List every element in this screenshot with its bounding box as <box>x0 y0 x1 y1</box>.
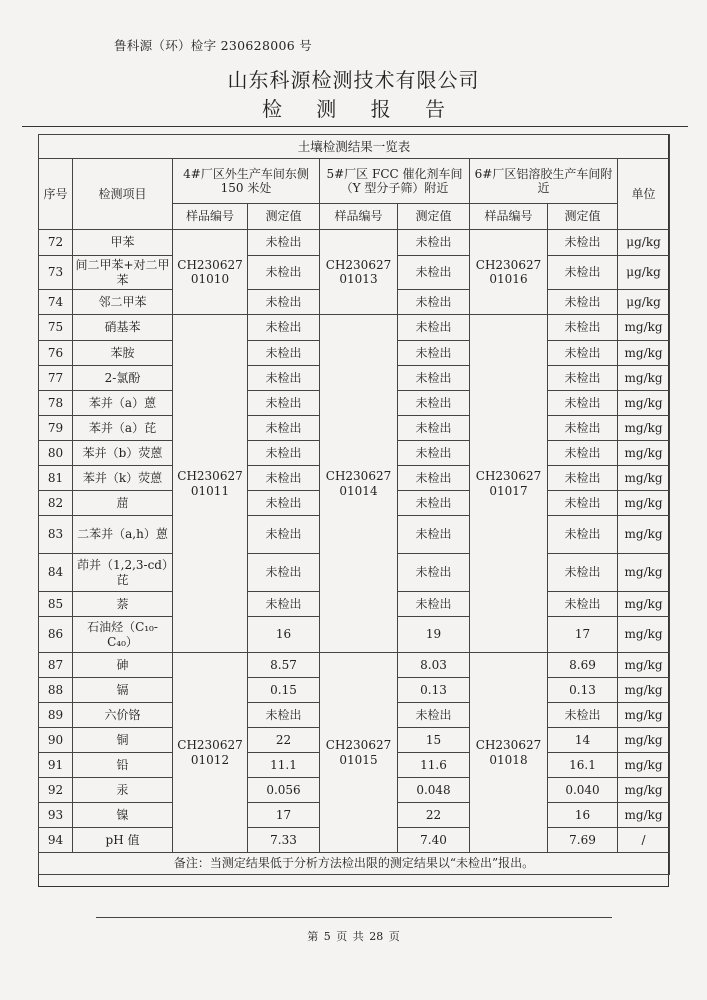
report-number: 鲁科源（环）检字 230628006 号 <box>114 38 313 53</box>
measured-value: 未检出 <box>548 491 618 516</box>
row-unit: mg/kg <box>618 753 670 778</box>
row-seq: 75 <box>39 315 73 341</box>
measured-value: 未检出 <box>248 256 320 290</box>
measured-value: 未检出 <box>548 466 618 491</box>
sample-number: CH230627 01016 <box>470 230 548 315</box>
table-note: 备注：当测定结果低于分析方法检出限的测定结果以“未检出”报出。 <box>39 853 670 875</box>
measured-value: 8.03 <box>398 653 470 678</box>
row-unit: mg/kg <box>618 703 670 728</box>
measured-value: 未检出 <box>398 366 470 391</box>
column-header-seq: 序号 <box>39 159 73 230</box>
measured-value: 未检出 <box>248 703 320 728</box>
measured-value: 未检出 <box>248 554 320 592</box>
row-unit: μg/kg <box>618 230 670 256</box>
measured-value: 22 <box>398 803 470 828</box>
column-header-sample-no: 样品编号 <box>320 204 398 230</box>
measured-value: 0.048 <box>398 778 470 803</box>
measured-value: 未检出 <box>548 290 618 315</box>
measured-value: 未检出 <box>248 341 320 366</box>
measured-value: 未检出 <box>548 703 618 728</box>
measured-value: 未检出 <box>248 491 320 516</box>
measured-value: 未检出 <box>398 491 470 516</box>
measured-value: 未检出 <box>548 256 618 290</box>
row-unit: mg/kg <box>618 366 670 391</box>
measured-value: 7.33 <box>248 828 320 853</box>
measured-value: 未检出 <box>248 230 320 256</box>
measured-value: 8.69 <box>548 653 618 678</box>
row-item: 间二甲苯+对二甲苯 <box>73 256 173 290</box>
footer-divider <box>96 917 612 918</box>
measured-value: 未检出 <box>248 391 320 416</box>
row-item: 2-氯酚 <box>73 366 173 391</box>
row-item: 砷 <box>73 653 173 678</box>
table-row <box>39 230 670 256</box>
row-unit: μg/kg <box>618 256 670 290</box>
row-item: 苯并（a）芘 <box>73 416 173 441</box>
measured-value: 未检出 <box>248 592 320 617</box>
column-header-value: 测定值 <box>398 204 470 230</box>
measured-value: 17 <box>548 617 618 653</box>
row-unit: mg/kg <box>618 416 670 441</box>
measured-value: 未检出 <box>398 554 470 592</box>
row-seq: 85 <box>39 592 73 617</box>
measured-value: 未检出 <box>398 290 470 315</box>
row-item: 铅 <box>73 753 173 778</box>
row-item: 二苯并（a,h）蒽 <box>73 516 173 554</box>
measured-value: 未检出 <box>248 516 320 554</box>
measured-value: 未检出 <box>548 592 618 617</box>
measured-value: 0.040 <box>548 778 618 803</box>
sample-number: CH230627 01012 <box>173 653 248 853</box>
row-seq: 87 <box>39 653 73 678</box>
row-seq: 93 <box>39 803 73 828</box>
measured-value: 15 <box>398 728 470 753</box>
row-unit: mg/kg <box>618 778 670 803</box>
row-unit: mg/kg <box>618 341 670 366</box>
table-caption: 土壤检测结果一览表 <box>39 135 670 159</box>
measured-value: 未检出 <box>398 391 470 416</box>
row-seq: 88 <box>39 678 73 703</box>
row-unit: mg/kg <box>618 554 670 592</box>
measured-value: 未检出 <box>398 592 470 617</box>
company-name: 山东科源检测技术有限公司 <box>227 68 480 92</box>
measured-value: 未检出 <box>548 230 618 256</box>
sample-number: CH230627 01017 <box>470 315 548 653</box>
row-unit: mg/kg <box>618 678 670 703</box>
column-header-value: 测定值 <box>548 204 618 230</box>
measured-value: 未检出 <box>248 315 320 341</box>
row-item: 邻二甲苯 <box>73 290 173 315</box>
measured-value: 未检出 <box>398 516 470 554</box>
sample-number: CH230627 01015 <box>320 653 398 853</box>
measured-value: 7.40 <box>398 828 470 853</box>
row-unit: mg/kg <box>618 391 670 416</box>
column-header-sample-no: 样品编号 <box>470 204 548 230</box>
measured-value: 未检出 <box>248 366 320 391</box>
location-header-4: 4#厂区外生产车间东侧150 米处 <box>173 159 320 204</box>
row-seq: 83 <box>39 516 73 554</box>
row-unit: mg/kg <box>618 441 670 466</box>
sample-number: CH230627 01010 <box>173 230 248 315</box>
measured-value: 未检出 <box>398 341 470 366</box>
measured-value: 11.1 <box>248 753 320 778</box>
row-seq: 90 <box>39 728 73 753</box>
column-header-item: 检测项目 <box>73 159 173 230</box>
measured-value: 未检出 <box>248 466 320 491</box>
measured-value: 未检出 <box>398 441 470 466</box>
row-seq: 77 <box>39 366 73 391</box>
measured-value: 未检出 <box>548 441 618 466</box>
row-seq: 92 <box>39 778 73 803</box>
row-seq: 73 <box>39 256 73 290</box>
location-header-6: 6#厂区铝溶胶生产车间附近 <box>470 159 618 204</box>
table-row <box>39 315 670 341</box>
measured-value: 未检出 <box>548 391 618 416</box>
row-unit: mg/kg <box>618 653 670 678</box>
row-seq: 91 <box>39 753 73 778</box>
row-item: 萘 <box>73 592 173 617</box>
column-header-sample-no: 样品编号 <box>173 204 248 230</box>
measured-value: 14 <box>548 728 618 753</box>
row-unit: mg/kg <box>618 728 670 753</box>
measured-value: 19 <box>398 617 470 653</box>
row-seq: 78 <box>39 391 73 416</box>
row-item: 苯胺 <box>73 341 173 366</box>
document-title: 检 测 报 告 <box>261 97 460 121</box>
measured-value: 未检出 <box>398 256 470 290</box>
row-item: 镉 <box>73 678 173 703</box>
measured-value: 0.056 <box>248 778 320 803</box>
measured-value: 未检出 <box>248 290 320 315</box>
row-item: 苯并（a）蒽 <box>73 391 173 416</box>
row-seq: 86 <box>39 617 73 653</box>
sample-number: CH230627 01014 <box>320 315 398 653</box>
measured-value: 7.69 <box>548 828 618 853</box>
row-unit: mg/kg <box>618 803 670 828</box>
measured-value: 未检出 <box>248 441 320 466</box>
header-divider <box>22 126 688 127</box>
measured-value: 未检出 <box>548 366 618 391</box>
measured-value: 未检出 <box>548 516 618 554</box>
measured-value: 未检出 <box>398 315 470 341</box>
row-item: 硝基苯 <box>73 315 173 341</box>
measured-value: 8.57 <box>248 653 320 678</box>
measured-value: 未检出 <box>248 416 320 441</box>
column-header-value: 测定值 <box>248 204 320 230</box>
row-unit: mg/kg <box>618 617 670 653</box>
row-item: 甲苯 <box>73 230 173 256</box>
measured-value: 0.15 <box>248 678 320 703</box>
row-unit: μg/kg <box>618 290 670 315</box>
measured-value: 17 <box>248 803 320 828</box>
row-unit: mg/kg <box>618 516 670 554</box>
row-seq: 80 <box>39 441 73 466</box>
row-unit: mg/kg <box>618 315 670 341</box>
sample-number: CH230627 01013 <box>320 230 398 315</box>
row-item: 六价铬 <box>73 703 173 728</box>
measured-value: 16 <box>548 803 618 828</box>
row-seq: 74 <box>39 290 73 315</box>
row-unit: / <box>618 828 670 853</box>
location-header-5: 5#厂区 FCC 催化剂车间（Y 型分子筛）附近 <box>320 159 470 204</box>
measured-value: 22 <box>248 728 320 753</box>
row-item: 汞 <box>73 778 173 803</box>
measured-value: 未检出 <box>548 341 618 366</box>
column-header-unit: 单位 <box>618 159 670 230</box>
measured-value: 未检出 <box>398 230 470 256</box>
row-seq: 89 <box>39 703 73 728</box>
row-item: 石油烃（C₁₀-C₄₀） <box>73 617 173 653</box>
row-item: 苯并（b）荧蒽 <box>73 441 173 466</box>
row-seq: 84 <box>39 554 73 592</box>
measured-value: 0.13 <box>398 678 470 703</box>
sample-number: CH230627 01018 <box>470 653 548 853</box>
measured-value: 未检出 <box>398 703 470 728</box>
measured-value: 16.1 <box>548 753 618 778</box>
measured-value: 未检出 <box>398 466 470 491</box>
row-seq: 72 <box>39 230 73 256</box>
row-item: 铜 <box>73 728 173 753</box>
measured-value: 16 <box>248 617 320 653</box>
measured-value: 未检出 <box>548 416 618 441</box>
row-unit: mg/kg <box>618 466 670 491</box>
row-item: pH 值 <box>73 828 173 853</box>
measured-value: 未检出 <box>548 315 618 341</box>
row-item: 䓛 <box>73 491 173 516</box>
row-seq: 79 <box>39 416 73 441</box>
measured-value: 未检出 <box>398 416 470 441</box>
soil-results-table <box>38 134 670 875</box>
row-item: 镍 <box>73 803 173 828</box>
row-seq: 76 <box>39 341 73 366</box>
row-item: 苯并（k）荧蒽 <box>73 466 173 491</box>
page-number: 第 5 页 共 28 页 <box>307 930 400 943</box>
row-unit: mg/kg <box>618 491 670 516</box>
measured-value: 0.13 <box>548 678 618 703</box>
row-unit: mg/kg <box>618 592 670 617</box>
row-item: 茚并（1,2,3-cd）芘 <box>73 554 173 592</box>
table-row <box>39 653 670 678</box>
measured-value: 11.6 <box>398 753 470 778</box>
sample-number: CH230627 01011 <box>173 315 248 653</box>
measured-value: 未检出 <box>548 554 618 592</box>
row-seq: 94 <box>39 828 73 853</box>
row-seq: 81 <box>39 466 73 491</box>
row-seq: 82 <box>39 491 73 516</box>
